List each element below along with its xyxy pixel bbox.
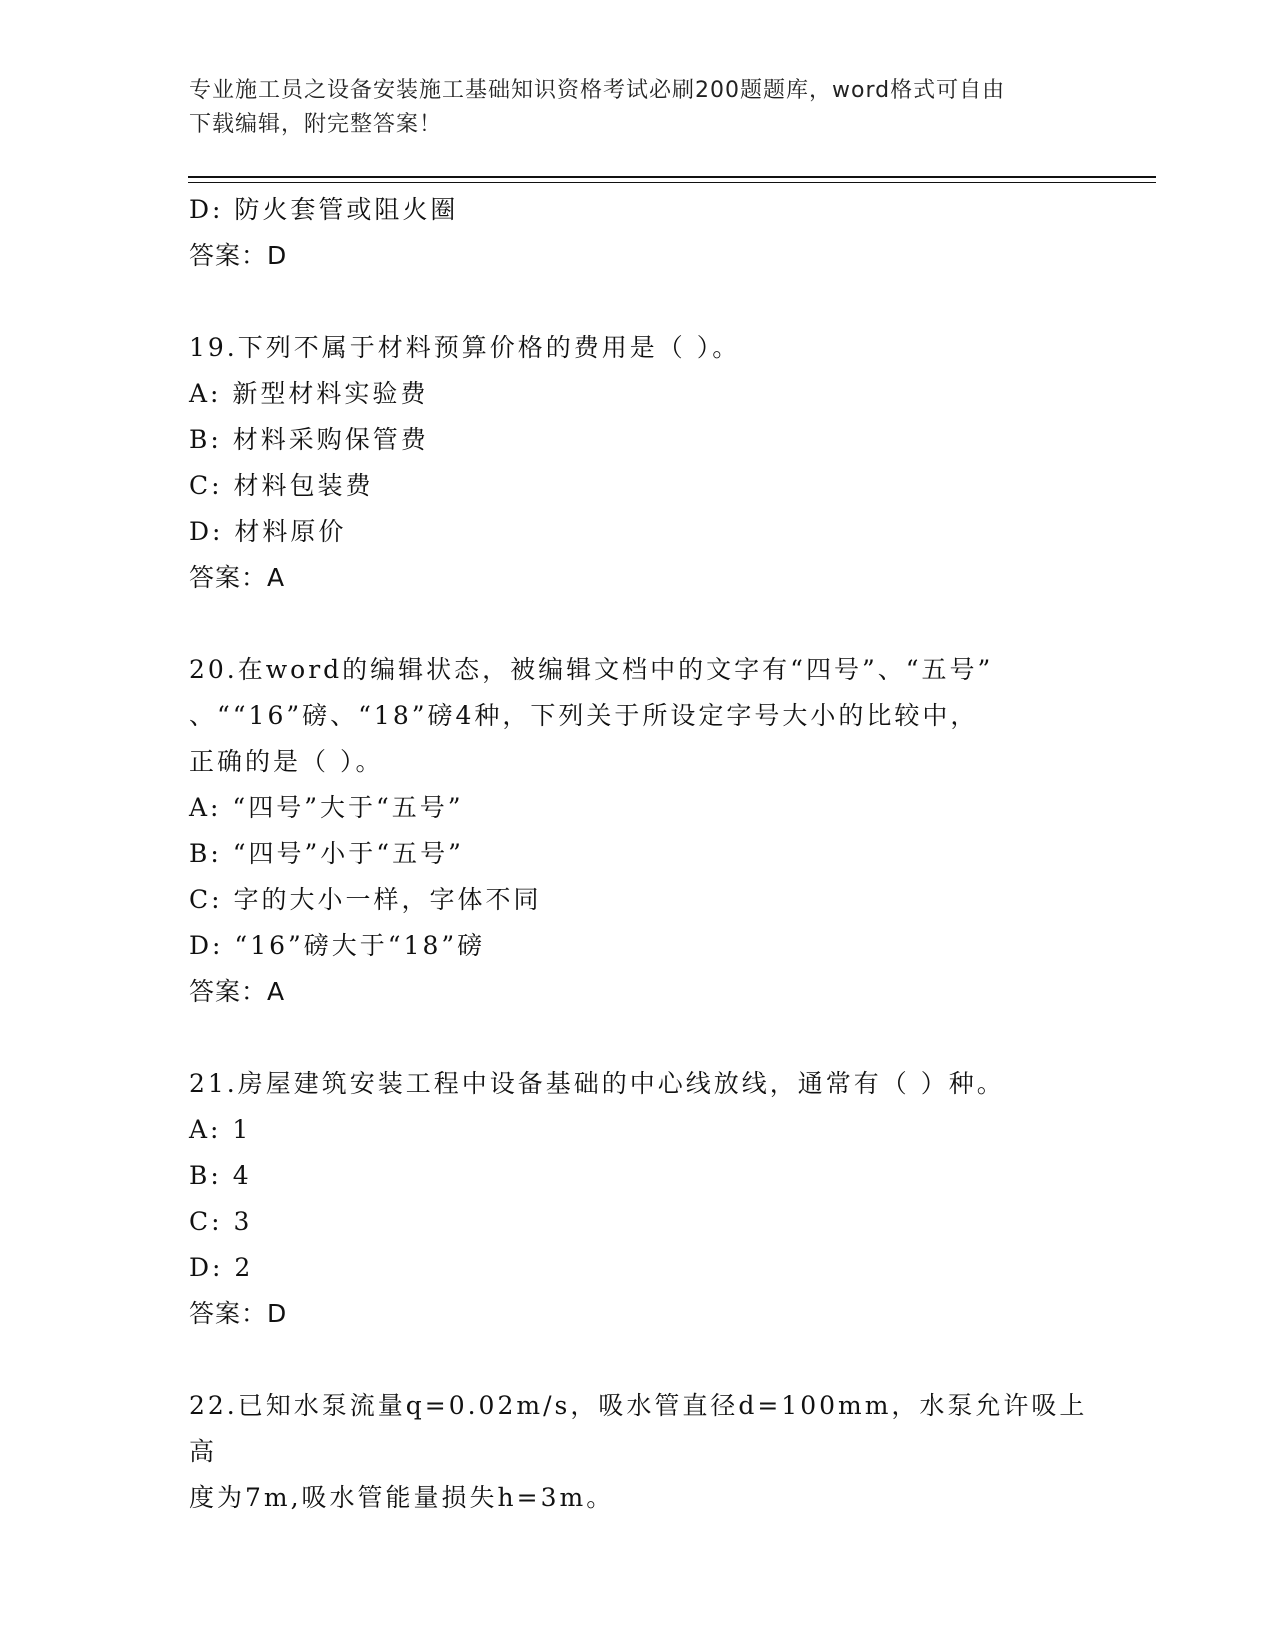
option-c: C: 字的大小一样，字体不同 <box>189 885 542 914</box>
question-21 <box>189 1061 1089 1337</box>
option-b: B: 4 <box>189 1161 252 1190</box>
question-20 <box>189 647 1089 1015</box>
question-text-line-2: 、““16”磅、“18”磅4种，下列关于所设定字号大小的比较中， <box>189 701 979 730</box>
header-line-2: 下载编辑，附完整答案！ <box>189 112 443 137</box>
header-rule-thin <box>188 182 1156 183</box>
option-d: D: 材料原价 <box>189 517 347 546</box>
option-d: D: 防火套管或阻火圈 <box>189 195 459 224</box>
question-text-line-3: 正确的是（ ）。 <box>189 747 384 776</box>
answer: 答案：A <box>189 563 286 592</box>
option-b: B: 材料采购保管费 <box>189 425 429 454</box>
option-b: B: “四号”小于“五号” <box>189 839 464 868</box>
question-18-tail <box>189 187 1089 279</box>
document-header <box>189 74 1069 142</box>
question-text: 21.房屋建筑安装工程中设备基础的中心线放线，通常有（ ）种。 <box>189 1069 1005 1098</box>
question-19 <box>189 325 1089 601</box>
header-rule-thick <box>188 176 1156 178</box>
option-c: C: 3 <box>189 1207 253 1236</box>
answer: 答案：D <box>189 241 288 270</box>
document-body <box>189 187 1089 1521</box>
option-a: A: 新型材料实验费 <box>189 379 429 408</box>
option-d: D: “16”磅大于“18”磅 <box>189 931 486 960</box>
question-text-line-1: 22.已知水泵流量q=0.02m/s，吸水管直径d=100mm，水泵允许吸上高 <box>189 1391 1088 1466</box>
option-d: D: 2 <box>189 1253 254 1282</box>
question-22 <box>189 1383 1089 1521</box>
option-a: A: “四号”大于“五号” <box>189 793 464 822</box>
question-text: 19.下列不属于材料预算价格的费用是（ ）。 <box>189 333 741 362</box>
answer: 答案：D <box>189 1299 288 1328</box>
option-a: A: 1 <box>189 1115 252 1144</box>
answer: 答案：A <box>189 977 286 1006</box>
question-text-line-2: 度为7m,吸水管能量损失h=3m。 <box>189 1483 615 1512</box>
header-line-1: 专业施工员之设备安装施工基础知识资格考试必刷200题题库，word格式可自由 <box>189 78 1006 103</box>
option-c: C: 材料包装费 <box>189 471 374 500</box>
question-text-line-1: 20.在word的编辑状态，被编辑文档中的文字有“四号”、“五号” <box>189 655 994 684</box>
